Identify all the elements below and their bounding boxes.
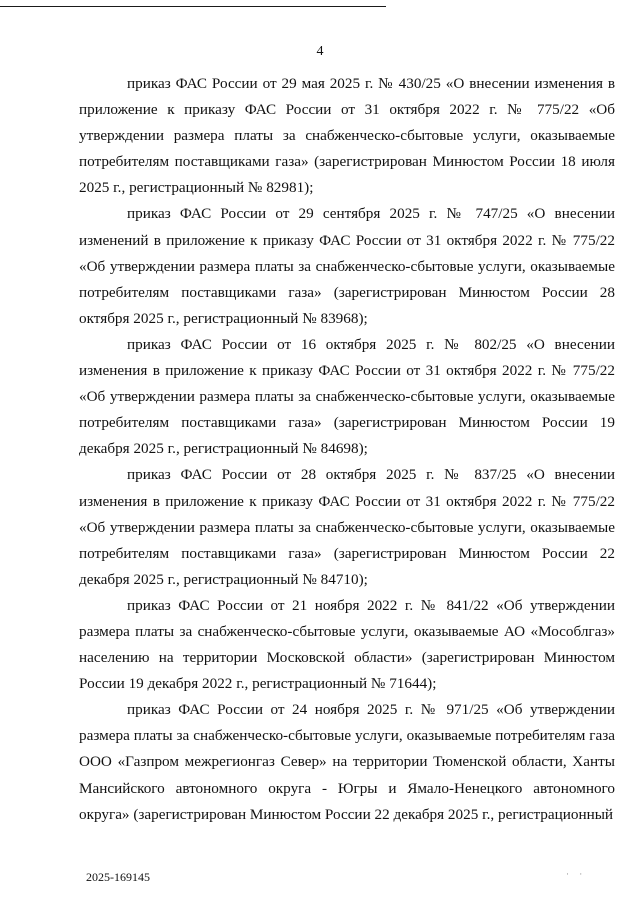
paragraph-order-802: приказ ФАС России от 16 октября 2025 г. № 802/25 «О внесении изменения в приложение к приказу ФАС России от 31 октября 2022 г. № 775/22 «Об утверждении размера платы за снабженческо-сбытовые услуги, оказываемые потребителям поставщиками газа» (зарегистрирован Минюстом России 19 декабря 2025 г., регистрационный № 84698);	[79, 335, 615, 458]
document-body	[79, 71, 615, 828]
paragraph-order-747: приказ ФАС России от 29 сентября 2025 г. № 747/25 «О внесении изменений в приложение к приказу ФАС России от 31 октября 2022 г. № 775/22 «Об утверждении размера платы за снабженческо-сбытовые услуги, оказываемые потребителям поставщиками газа» (зарегистрирован Минюстом России 28 октября 2025 г., регистрационный № 83968);	[79, 205, 615, 327]
footer-document-id: 2025-169145	[86, 870, 150, 884]
paragraph-order-971: приказ ФАС России от 24 ноября 2025 г. № 971/25 «Об утверждении размера платы за снабженческо-сбытовые услуги, оказываемые потребителям газа ООО «Газпром межрегионгаз Север» на территории Тюменской области, Ханты Мансийского автономного округа - Югры и Ямало-Ненецкого автономного округа» (зарегистрирован Минюстом России 22 декабря 2025 г., регистрационный	[79, 701, 615, 823]
top-rule	[0, 6, 386, 7]
scan-artifact-marks: · ·	[566, 869, 587, 879]
paragraph-order-430: приказ ФАС России от 29 мая 2025 г. № 430/25 «О внесении изменения в приложение к приказу ФАС России от 31 октября 2022 г. № 775/22 «Об утверждении размера платы за снабженческо-сбытовые услуги, оказываемые потребителям поставщиками газа» (зарегистрирован Минюстом России 18 июля 2025 г., регистрационный № 82981);	[79, 75, 615, 197]
paragraph-order-837: приказ ФАС России от 28 октября 2025 г. № 837/25 «О внесении изменения в приложение к приказу ФАС России от 31 октября 2022 г. № 775/22 «Об утверждении размера платы за снабженческо-сбытовые услуги, оказываемые потребителям поставщиками газа» (зарегистрирован Минюстом России 22 декабря 2025 г., регистрационный № 84710);	[79, 466, 615, 588]
paragraph-order-841: приказ ФАС России от 21 ноября 2022 г. № 841/22 «Об утверждении размера платы за снабженческо-сбытовые услуги, оказываемые АО «Мособлгаз» населению на территории Московской области» (зарегистрирован Минюстом России 19 декабря 2022 г., регистрационный № 71644);	[79, 596, 615, 693]
page-number: 4	[316, 44, 324, 59]
